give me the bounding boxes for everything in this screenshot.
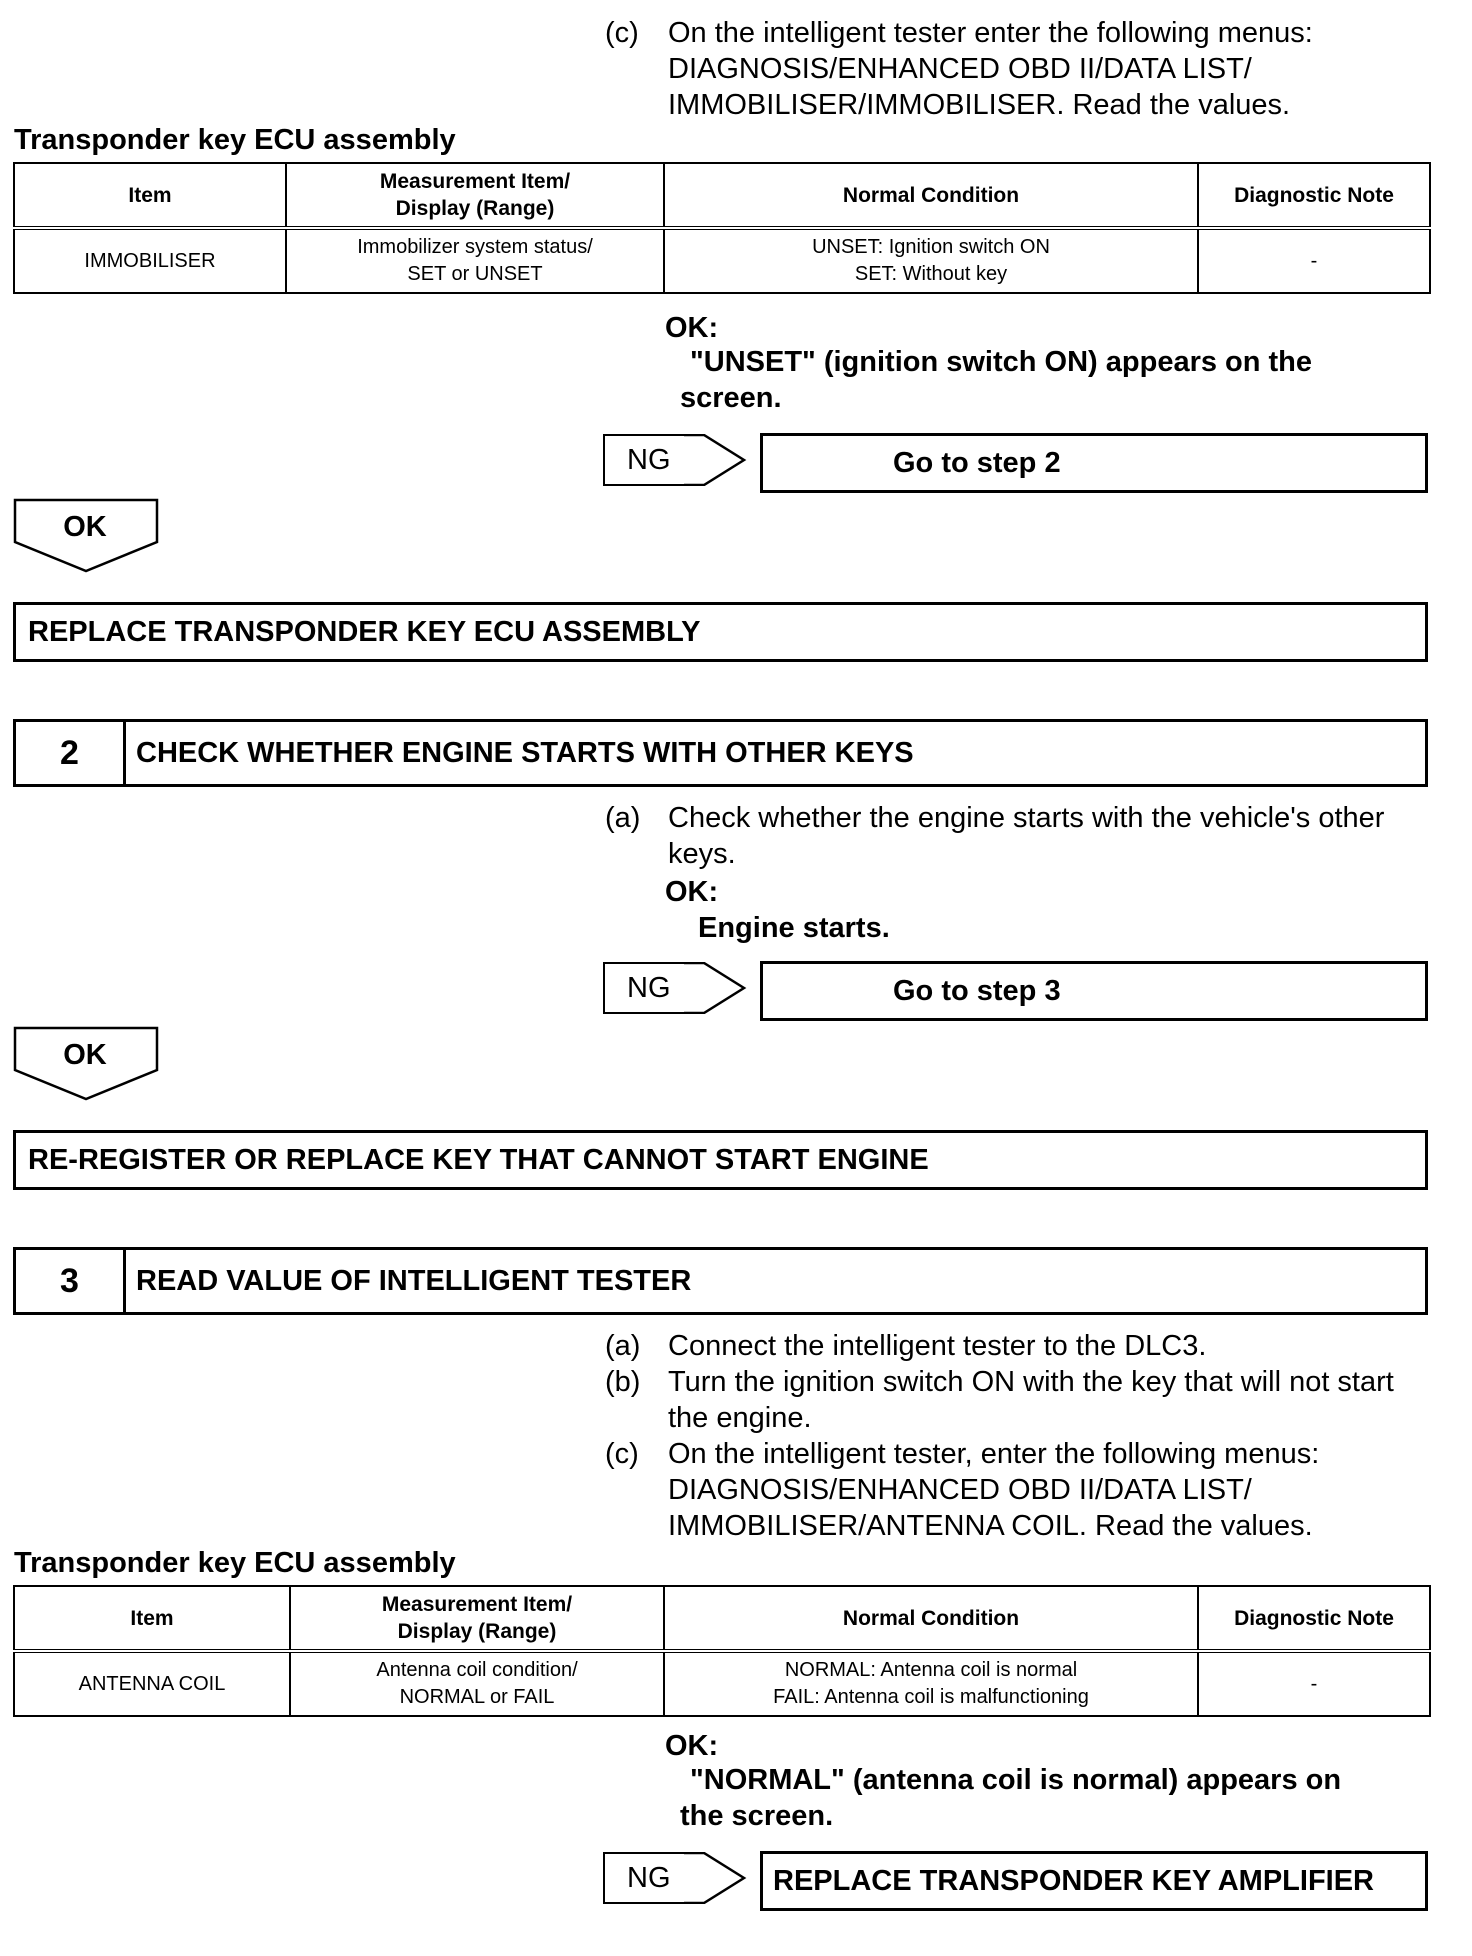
step-title: READ VALUE OF INTELLIGENT TESTER bbox=[136, 1265, 692, 1297]
table-header-row bbox=[14, 1586, 1430, 1651]
instruction-text: Connect the intelligent tester to the DLC3. bbox=[668, 1330, 1207, 1362]
instruction-text: DIAGNOSIS/ENHANCED OBD II/DATA LIST/ bbox=[668, 53, 1252, 85]
instruction-step-c bbox=[605, 15, 1465, 125]
ok-label: OK: bbox=[665, 876, 719, 908]
instruction-step-c bbox=[605, 1436, 1465, 1544]
header-measurement: Measurement Item/ Display (Range) bbox=[286, 163, 664, 228]
instruction-text: On the intelligent tester, enter the following menus: bbox=[668, 1438, 1320, 1470]
ng-arrow-icon bbox=[684, 1852, 748, 1904]
data-table bbox=[13, 1585, 1431, 1717]
step-2-header bbox=[13, 719, 1428, 787]
cell-diagnostic-note: - bbox=[1198, 228, 1430, 293]
target-label: Go to step 2 bbox=[893, 447, 1061, 479]
instruction-text: IMMOBILISER/IMMOBILISER. Read the values. bbox=[668, 89, 1291, 121]
ok-condition: "NORMAL" (antenna coil is normal) appears on the screen. bbox=[680, 1764, 1342, 1832]
replace-amplifier-box[interactable] bbox=[760, 1851, 1428, 1911]
go-to-step-2-box[interactable] bbox=[760, 433, 1428, 493]
cell-normal-condition: NORMAL: Antenna coil is normal FAIL: Antenna coil is malfunctioning bbox=[664, 1651, 1198, 1716]
cell-measurement: Immobilizer system status/ SET or UNSET bbox=[286, 228, 664, 293]
ng-arrow-icon bbox=[684, 434, 748, 486]
step-letter: (b) bbox=[605, 1366, 641, 1398]
ng-arrow-icon bbox=[684, 962, 748, 1014]
ok-down-arrow-icon bbox=[13, 1026, 159, 1102]
header-diagnostic-note: Diagnostic Note bbox=[1198, 163, 1430, 228]
ng-tag: NG bbox=[603, 962, 685, 1014]
step-letter: (a) bbox=[605, 1330, 641, 1362]
header-normal-condition: Normal Condition bbox=[664, 163, 1198, 228]
table-row bbox=[14, 1651, 1430, 1716]
instruction-text: IMMOBILISER/ANTENNA COIL. Read the values. bbox=[668, 1510, 1313, 1542]
table-row bbox=[14, 228, 1430, 293]
instruction-text: Check whether the engine starts with the vehicle's other bbox=[668, 802, 1385, 834]
step-3-header bbox=[13, 1247, 1428, 1315]
cell-item: IMMOBILISER bbox=[14, 228, 286, 293]
cell-item: ANTENNA COIL bbox=[14, 1651, 290, 1716]
ok-label: OK: bbox=[665, 1730, 719, 1762]
step-letter: (c) bbox=[605, 17, 639, 49]
result-replace-ecu: REPLACE TRANSPONDER KEY ECU ASSEMBLY bbox=[13, 602, 1428, 662]
cell-normal-condition: UNSET: Ignition switch ON SET: Without key bbox=[664, 228, 1198, 293]
target-label: Go to step 3 bbox=[893, 975, 1061, 1007]
header-diagnostic-note: Diagnostic Note bbox=[1198, 1586, 1430, 1651]
step-letter: (c) bbox=[605, 1438, 639, 1470]
instruction-text: DIAGNOSIS/ENHANCED OBD II/DATA LIST/ bbox=[668, 1474, 1252, 1506]
header-item: Item bbox=[14, 163, 286, 228]
instruction-step-a bbox=[605, 1328, 1465, 1364]
ng-tag: NG bbox=[603, 1852, 685, 1904]
instruction-text: keys. bbox=[668, 838, 736, 870]
instruction-step-b bbox=[605, 1364, 1465, 1436]
ng-tag: NG bbox=[603, 434, 685, 486]
ok-label: OK: bbox=[665, 312, 719, 344]
data-table bbox=[13, 162, 1431, 294]
ok-tag-label: OK bbox=[63, 511, 107, 543]
step-number: 3 bbox=[16, 1250, 126, 1312]
header-measurement: Measurement Item/ Display (Range) bbox=[290, 1586, 664, 1651]
instruction-step-a bbox=[605, 800, 1465, 872]
step-title: CHECK WHETHER ENGINE STARTS WITH OTHER KEYS bbox=[136, 737, 914, 769]
instruction-text: Turn the ignition switch ON with the key that will not start bbox=[668, 1366, 1394, 1398]
ok-condition: "UNSET" (ignition switch ON) appears on the screen. bbox=[680, 346, 1313, 414]
instruction-text: the engine. bbox=[668, 1402, 812, 1434]
step-number: 2 bbox=[16, 722, 126, 784]
cell-diagnostic-note: - bbox=[1198, 1651, 1430, 1716]
header-item: Item bbox=[14, 1586, 290, 1651]
ok-tag-label: OK bbox=[63, 1039, 107, 1071]
table-title: Transponder key ECU assembly bbox=[14, 124, 456, 156]
ok-condition: Engine starts. bbox=[698, 912, 890, 944]
target-label: REPLACE TRANSPONDER KEY AMPLIFIER bbox=[773, 1865, 1374, 1897]
instruction-text: On the intelligent tester enter the following menus: bbox=[668, 17, 1313, 49]
table-header-row bbox=[14, 163, 1430, 228]
result-reregister-key: RE-REGISTER OR REPLACE KEY THAT CANNOT START ENGINE bbox=[13, 1130, 1428, 1190]
go-to-step-3-box[interactable] bbox=[760, 961, 1428, 1021]
cell-measurement: Antenna coil condition/ NORMAL or FAIL bbox=[290, 1651, 664, 1716]
header-normal-condition: Normal Condition bbox=[664, 1586, 1198, 1651]
ok-down-arrow-icon bbox=[13, 498, 159, 574]
table-title: Transponder key ECU assembly bbox=[14, 1547, 456, 1579]
step-letter: (a) bbox=[605, 802, 641, 834]
